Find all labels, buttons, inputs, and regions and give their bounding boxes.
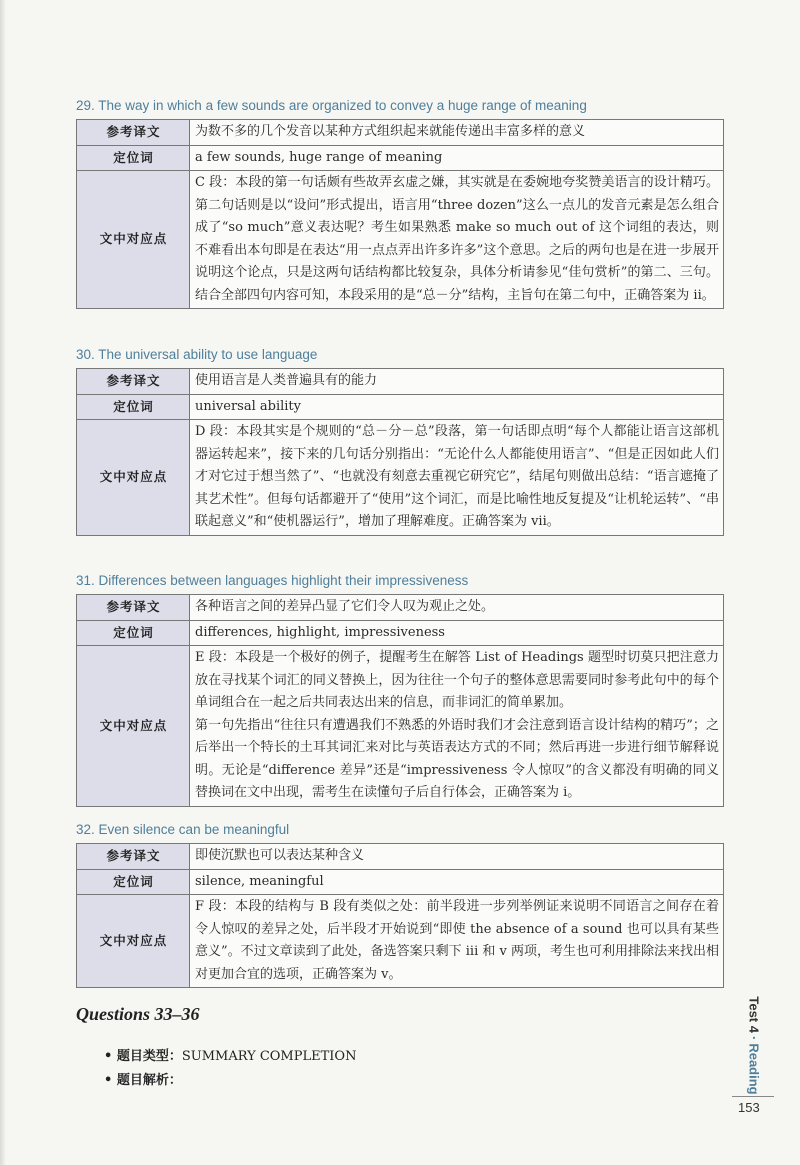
table-row xyxy=(77,844,724,870)
table-row xyxy=(77,895,724,988)
question-31-section xyxy=(76,573,724,807)
table-row xyxy=(77,620,724,646)
question-31-table xyxy=(76,594,724,807)
table-row xyxy=(77,869,724,895)
translation-label: 参考译文 xyxy=(77,120,190,146)
question-31-heading: 31. Differences between languages highlight their impressiveness xyxy=(76,573,469,588)
table-row xyxy=(77,171,724,309)
q29-translation: 为数不多的几个发音以某种方式组织起来就能传递出丰富多样的意义 xyxy=(190,120,724,146)
question-analysis-bullet xyxy=(104,1069,182,1088)
question-29-table xyxy=(76,119,724,309)
table-row xyxy=(77,646,724,807)
question-type-value: SUMMARY COMPLETION xyxy=(181,1049,357,1064)
table-row xyxy=(77,145,724,171)
translation-label: 参考译文 xyxy=(77,595,190,621)
side-tab-test: Test 4 xyxy=(746,995,762,1033)
q31-translation: 各种语言之间的差异凸显了它们令人叹为观止之处。 xyxy=(190,595,724,621)
question-30-heading: 30. The universal ability to use language xyxy=(76,347,318,362)
translation-label: 参考译文 xyxy=(77,369,190,395)
side-tab-section: Reading xyxy=(746,1042,762,1095)
q31-correspondence-paragraph-1: E 段：本段是一个极好的例子，提醒考生在解答 List of Headings 题型时切莫只把注意力放在寻找某个词汇的同义替换上，因为往往一个句子的整体意思需要同时参考此句中的每个单词组合在一起之后共同表达出来的信息，而非词汇的简单累加。 xyxy=(195,650,719,710)
question-analysis-label: • 题目解析： xyxy=(104,1073,182,1088)
q29-keywords: a few sounds, huge range of meaning xyxy=(190,145,724,171)
page-number-divider xyxy=(732,1096,774,1097)
keywords-label: 定位词 xyxy=(77,620,190,646)
q32-translation: 即使沉默也可以表达某种含义 xyxy=(190,844,724,870)
keywords-label: 定位词 xyxy=(77,869,190,895)
table-row xyxy=(77,394,724,420)
table-row xyxy=(77,369,724,395)
keywords-label: 定位词 xyxy=(77,394,190,420)
q30-translation: 使用语言是人类普遍具有的能力 xyxy=(190,369,724,395)
question-30-section xyxy=(76,347,724,536)
section-side-tab xyxy=(742,995,766,1095)
correspondence-label: 文中对应点 xyxy=(77,646,190,807)
questions-33-36-heading: Questions 33–36 xyxy=(76,1004,200,1024)
question-32-section xyxy=(76,822,724,988)
keywords-label: 定位词 xyxy=(77,145,190,171)
q29-correspondence: C 段：本段的第一句话颇有些故弄玄虚之嫌，其实就是在委婉地夸奖赞美语言的设计精巧。第二句话则是以“设问”形式提出，语言用“three dozen”这么一点儿的发音元素是怎么组合成了“so much”意义表达呢？考生如果熟悉 make so much out of 这个词组的表达，则不难看出本句即是在表达“用一点点弄出许多许多”这个意思。之后的两句也是在进一步展开说明这个论点，只是这两句话结构都比较复杂，具体分析请参见“佳句赏析”的第二、三句。结合全部四句内容可知，本段采用的是“总－分”结构，主旨句在第二句中，正确答案为 ii。 xyxy=(190,171,724,309)
question-32-heading: 32. Even silence can be meaningful xyxy=(76,822,290,837)
q31-correspondence xyxy=(190,646,724,807)
q30-keywords: universal ability xyxy=(190,394,724,420)
page-number: 153 xyxy=(738,1100,760,1115)
table-row xyxy=(77,595,724,621)
page-edge-shadow xyxy=(0,0,6,1165)
q31-correspondence-paragraph-2: 第一句先指出“往往只有遭遇我们不熟悉的外语时我们才会注意到语言设计结构的精巧”；之后举出一个特长的土耳其词汇来对比与英语表达方式的不同；然后再进一步进行细节解释说明。无论是“difference 差异”还是“impressiveness 令人惊叹”的含义都没有明确的同义替换词在文中出现，需考生在读懂句子后自行体会，正确答案为 i。 xyxy=(195,717,719,800)
table-row xyxy=(77,120,724,146)
q32-correspondence: F 段：本段的结构与 B 段有类似之处：前半段进一步列举例证来说明不同语言之间存在着令人惊叹的差异之处，后半段才开始说到“即使 the absence of a sound 也可以具有某些意义”。不过文章读到了此处，备选答案只剩下 iii 和 v 两项，考生也可利用排除法来找出相对更加合宜的选项，正确答案为 v。 xyxy=(190,895,724,988)
question-29-section xyxy=(76,98,724,309)
correspondence-label: 文中对应点 xyxy=(77,895,190,988)
q31-keywords: differences, highlight, impressiveness xyxy=(190,620,724,646)
question-30-table xyxy=(76,368,724,536)
q32-keywords: silence, meaningful xyxy=(190,869,724,895)
table-row xyxy=(77,420,724,536)
question-type-label: • 题目类型： xyxy=(104,1049,182,1064)
question-32-table xyxy=(76,843,724,988)
correspondence-label: 文中对应点 xyxy=(77,420,190,536)
translation-label: 参考译文 xyxy=(77,844,190,870)
correspondence-label: 文中对应点 xyxy=(77,171,190,309)
question-type-bullet xyxy=(104,1045,356,1064)
q30-correspondence: D 段：本段其实是个规则的“总－分－总”段落，第一句话即点明“每个人都能让语言这部机器运转起来”，接下来的几句话分别指出：“无论什么人都能使用语言”、“但是正因如此人们才对它过于想当然了”、“也就没有刻意去重视它研究它”，结尾句则做出总结：“语言遮掩了其艺术性”。但每句话都避开了“使用”这个词汇，而是比喻性地反复提及“让机轮运转”、“串联起意义”和“使机器运行”，增加了理解难度。正确答案为 vii。 xyxy=(190,420,724,536)
question-29-heading: 29. The way in which a few sounds are organized to convey a huge range of meaning xyxy=(76,98,587,113)
side-tab-dot: · xyxy=(746,1035,762,1040)
